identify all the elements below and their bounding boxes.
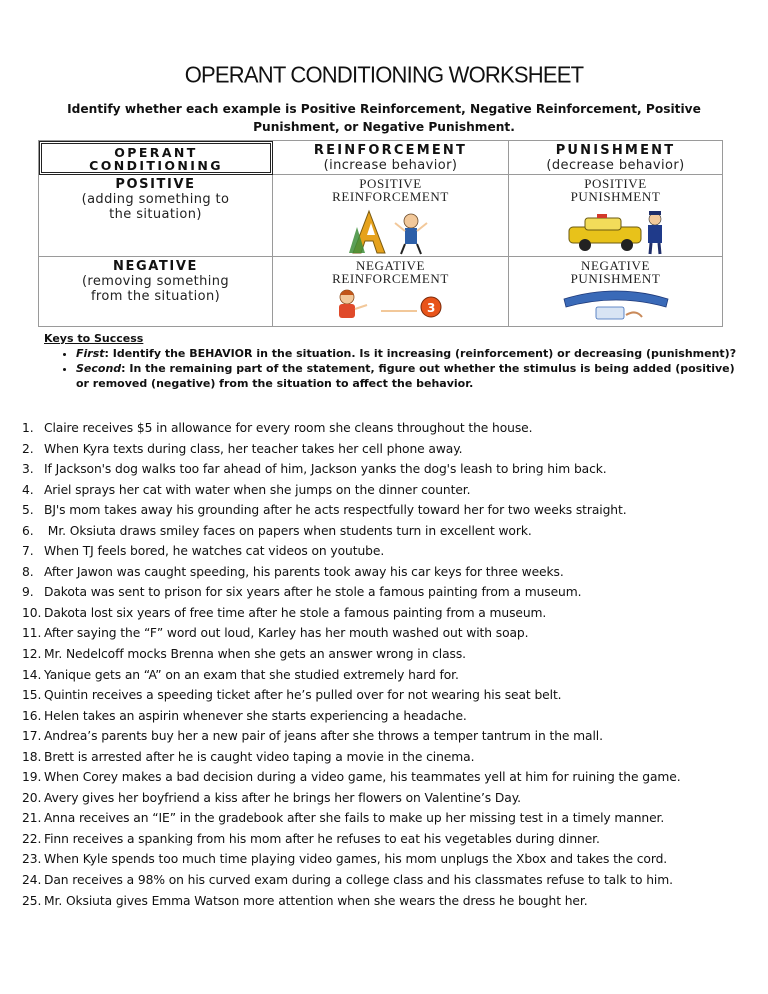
list-item	[22, 891, 762, 912]
item-number: 22.	[22, 831, 42, 846]
keys-second-item	[76, 361, 744, 391]
item-number: 2.	[22, 441, 34, 456]
item-text: Mr. Nedelcoff mocks Brenna when she gets an answer wrong in class.	[44, 647, 466, 662]
list-item	[22, 521, 762, 542]
list-item	[22, 808, 762, 829]
item-text: Anna receives an “IE” in the gradebook after she fails to make up her missing test in a timely manner.	[44, 811, 665, 826]
item-text: After saying the “F” word out loud, Karley has her mouth washed out with soap.	[44, 626, 529, 641]
list-item	[22, 480, 762, 501]
pos-rein-line-1: POSITIVE	[359, 176, 422, 191]
item-number: 3.	[22, 462, 34, 477]
list-item	[22, 726, 762, 747]
list-item	[22, 767, 762, 788]
item-number: 7.	[22, 544, 34, 559]
reinforcement-title: REINFORCEMENT	[313, 143, 468, 158]
reinforcement-header	[273, 141, 509, 175]
negative-row-header	[39, 257, 273, 326]
item-number: 4.	[22, 482, 34, 497]
keys-title: Keys to Success	[44, 332, 144, 345]
neg-pun-line-2: PUNISHMENT	[570, 271, 661, 286]
item-number: 11.	[22, 626, 42, 641]
list-item	[22, 788, 762, 809]
neg-rein-line-2: REINFORCEMENT	[332, 271, 449, 286]
svg-text:3: 3	[426, 301, 435, 315]
item-text: Dan receives a 98% on his curved exam during a college class and his classmates refuse to talk to him.	[44, 873, 673, 888]
item-number: 5.	[22, 503, 34, 518]
list-item	[22, 541, 762, 562]
corner-line-1: OPERANT	[114, 145, 198, 160]
operant-conditioning-table	[38, 140, 723, 327]
item-number: 20.	[22, 790, 42, 805]
list-item	[22, 829, 762, 850]
item-number: 14.	[22, 667, 42, 682]
list-item	[22, 623, 762, 644]
keys-first-item	[76, 346, 744, 361]
positive-punishment-cell	[509, 175, 722, 257]
item-text: Dakota lost six years of free time after he stole a famous painting from a museum.	[44, 605, 547, 620]
list-item	[22, 500, 762, 521]
item-text: Ariel sprays her cat with water when she jumps on the dinner counter.	[44, 482, 471, 497]
item-text: If Jackson's dog walks too far ahead of him, Jackson yanks the dog's leash to bring him back.	[44, 462, 607, 477]
example-list	[22, 418, 762, 911]
list-item	[22, 459, 762, 480]
item-text: After Jawon was caught speeding, his parents took away his car keys for three weeks.	[44, 564, 564, 579]
item-number: 18.	[22, 749, 42, 764]
list-item	[22, 562, 762, 583]
item-text: Quintin receives a speeding ticket after he’s pulled over for not wearing his seat belt.	[44, 688, 562, 703]
item-text: Dakota was sent to prison for six years after he stole a famous painting from a museum.	[44, 585, 582, 600]
pos-pun-line-1: POSITIVE	[584, 176, 647, 191]
negative-sub-2: from the situation)	[90, 289, 221, 304]
positive-reinforcement-cell	[273, 175, 509, 257]
item-text: Claire receives $5 in allowance for every room she cleans throughout the house.	[44, 421, 533, 435]
item-number: 15.	[22, 688, 42, 703]
item-number: 10.	[22, 605, 42, 620]
item-text: When Kyle spends too much time playing video games, his mom unplugs the Xbox and takes the cord.	[44, 852, 668, 867]
keys-second-text: : In the remaining part of the statement, figure out whether the stimulus is being added (positive) or removed (negative) from the situation to affect the behavior.	[76, 362, 735, 390]
list-item	[22, 849, 762, 870]
item-number: 21.	[22, 811, 42, 826]
keys-first-text: : Identify the BEHAVIOR in the situation. Is it increasing (reinforcement) or decreasing (punishment)?	[104, 347, 737, 360]
punishment-sub: (decrease behavior)	[546, 158, 685, 173]
list-item	[22, 665, 762, 686]
keys-to-success	[44, 331, 744, 391]
list-item	[22, 418, 762, 439]
item-text: When Corey makes a bad decision during a video game, his teammates yell at him for ruining the game.	[44, 770, 681, 785]
item-text: Mr. Oksiuta gives Emma Watson more attention when she wears the dress he bought her.	[44, 893, 588, 908]
item-number: 23.	[22, 852, 42, 867]
list-item	[22, 706, 762, 727]
item-text: Mr. Oksiuta draws smiley faces on papers when students turn in excellent work.	[44, 523, 532, 538]
item-number: 24.	[22, 873, 42, 888]
neg-rein-line-1: NEGATIVE	[355, 258, 426, 273]
item-number: 25.	[22, 893, 42, 908]
item-text: Helen takes an aspirin whenever she starts experiencing a headache.	[44, 708, 467, 723]
item-number: 1.	[22, 421, 34, 435]
negative-punishment-cell	[509, 257, 722, 326]
negative-sub-1: (removing something	[81, 274, 230, 289]
item-number: 9.	[22, 585, 34, 600]
item-number: 8.	[22, 564, 34, 579]
police-car-illustration	[551, 203, 681, 255]
item-text: When Kyra texts during class, her teacher takes her cell phone away.	[44, 441, 463, 456]
item-number: 19.	[22, 770, 42, 785]
punishment-title: PUNISHMENT	[555, 143, 676, 158]
reinforcement-sub: (increase behavior)	[323, 158, 458, 173]
item-text: Finn receives a spanking from his mom after he refuses to eat his vegetables during dinner.	[44, 831, 600, 846]
list-item	[22, 685, 762, 706]
item-number: 17.	[22, 729, 42, 744]
item-text: Brett is arrested after he is caught video taping a movie in the cinema.	[44, 749, 475, 764]
item-text: Andrea’s parents buy her a new pair of jeans after she throws a temper tantrum in the mall.	[44, 729, 603, 744]
positive-title: POSITIVE	[115, 177, 196, 192]
neg-pun-line-1: NEGATIVE	[580, 258, 651, 273]
pos-rein-line-2: REINFORCEMENT	[332, 189, 449, 204]
list-item	[22, 870, 762, 891]
item-number: 6.	[22, 523, 34, 538]
item-text: When TJ feels bored, he watches cat videos on youtube.	[44, 544, 385, 559]
list-item	[22, 603, 762, 624]
negative-reinforcement-cell	[273, 257, 509, 326]
keys-second-label: Second	[76, 362, 122, 375]
keys-first-label: First	[76, 347, 105, 360]
license-revoked-illustration	[556, 285, 676, 325]
grade-a-student-illustration	[331, 203, 451, 255]
item-text: Avery gives her boyfriend a kiss after he brings her flowers on Valentine’s Day.	[44, 790, 521, 805]
negative-title: NEGATIVE	[113, 259, 198, 274]
positive-sub-1: (adding something to	[81, 192, 230, 207]
corner-line-2: CONDITIONING	[89, 158, 223, 173]
item-number: 16.	[22, 708, 42, 723]
punishment-header	[509, 141, 722, 175]
list-item	[22, 439, 762, 460]
instructions: Identify whether each example is Positive Reinforcement, Negative Reinforcement, Positive Punishment, or Negative Punishment.	[67, 102, 701, 134]
table-corner-cell	[39, 141, 273, 175]
item-text: BJ's mom takes away his grounding after he acts respectfully toward her for two weeks straight.	[44, 503, 627, 518]
page-title: OPERANT CONDITIONING WORKSHEET	[184, 61, 584, 88]
list-item	[22, 747, 762, 768]
list-item	[22, 582, 762, 603]
positive-sub-2: the situation)	[109, 207, 202, 222]
positive-row-header	[39, 175, 273, 257]
pos-pun-line-2: PUNISHMENT	[570, 189, 661, 204]
item-number: 12.	[22, 647, 42, 662]
person-with-medicine-illustration	[321, 285, 461, 325]
item-text: Yanique gets an “A” on an exam that she studied extremely hard for.	[44, 667, 459, 682]
list-item	[22, 644, 762, 665]
